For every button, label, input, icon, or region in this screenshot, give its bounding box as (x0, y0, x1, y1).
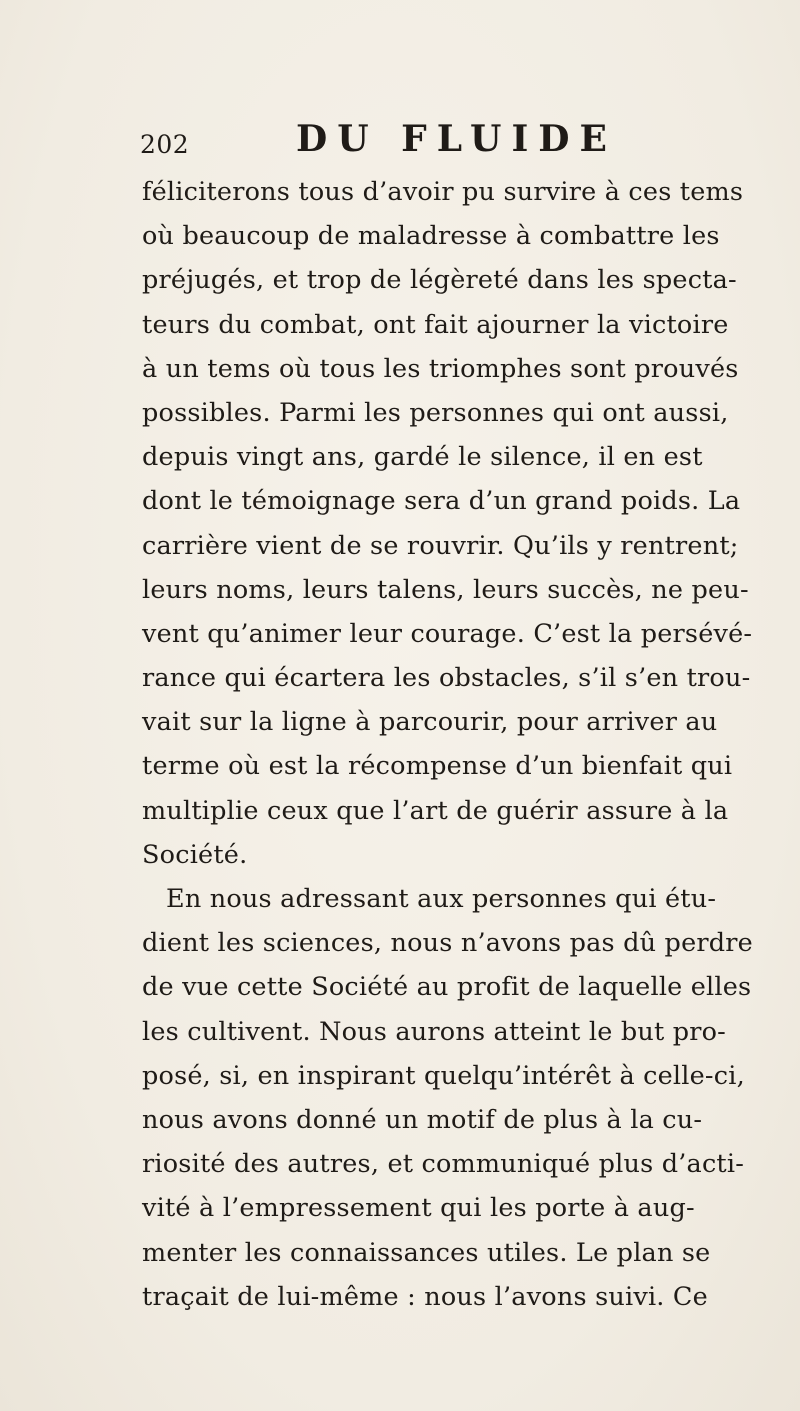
text-line: dient les sciences, nous n’avons pas dû perdre (142, 928, 753, 959)
text-line: multiplie ceux que l’art de guérir assure à la (142, 795, 729, 826)
text-line: depuis vingt ans, gardé le silence, il en est (142, 442, 703, 473)
text-line: leurs noms, leurs talens, leurs succès, ne peu- (142, 574, 749, 605)
page-header (140, 118, 660, 168)
text-line: où beaucoup de maladresse à combattre les (142, 221, 720, 252)
page-number: 202 (140, 130, 190, 159)
text-line: vité à l’empressement qui les porte à aug- (142, 1193, 695, 1224)
text-line: posé, si, en inspirant quelqu’intérêt à celle-ci, (142, 1060, 745, 1091)
text-line: à un tems où tous les triomphes sont prouvés (142, 353, 739, 384)
text-line: de vue cette Société au profit de laquelle elles (142, 972, 752, 1003)
text-line: féliciterons tous d’avoir pu survire à ces tems (142, 177, 744, 207)
text-line: les cultivent. Nous aurons atteint le but pro- (142, 1016, 726, 1047)
text-line: En nous adressant aux personnes qui étu- (166, 884, 717, 914)
text-line: terme où est la récompense d’un bienfait qui (142, 751, 733, 782)
text-line: rance qui écartera les obstacles, s’il s’en trou- (142, 663, 751, 694)
text-line: carrière vient de se rouvrir. Qu’ils y rentrent; (142, 530, 739, 561)
text-line: teurs du combat, ont fait ajourner la victoire (142, 309, 729, 340)
body-text (142, 170, 753, 1319)
paragraph-1 (142, 170, 753, 877)
text-line: possibles. Parmi les personnes qui ont aussi, (142, 397, 729, 428)
text-line: dont le témoignage sera d’un grand poids. La (142, 486, 741, 517)
text-line: nous avons donné un motif de plus à la cu- (142, 1104, 703, 1135)
text-line: préjugés, et trop de légèreté dans les specta- (142, 265, 737, 296)
paragraph-2 (142, 877, 753, 1319)
text-line: riosité des autres, et communiqué plus d’acti- (142, 1149, 745, 1180)
running-title: DU FLUIDE (296, 118, 617, 160)
text-line: vent qu’animer leur courage. C’est la persévé- (142, 618, 753, 649)
text-line: traçait de lui-même : nous l’avons suivi. Ce (142, 1281, 708, 1312)
text-line: menter les connaissances utiles. Le plan se (142, 1237, 711, 1268)
text-line: vait sur la ligne à parcourir, pour arriver au (142, 707, 718, 738)
text-line: Société. (142, 839, 248, 870)
